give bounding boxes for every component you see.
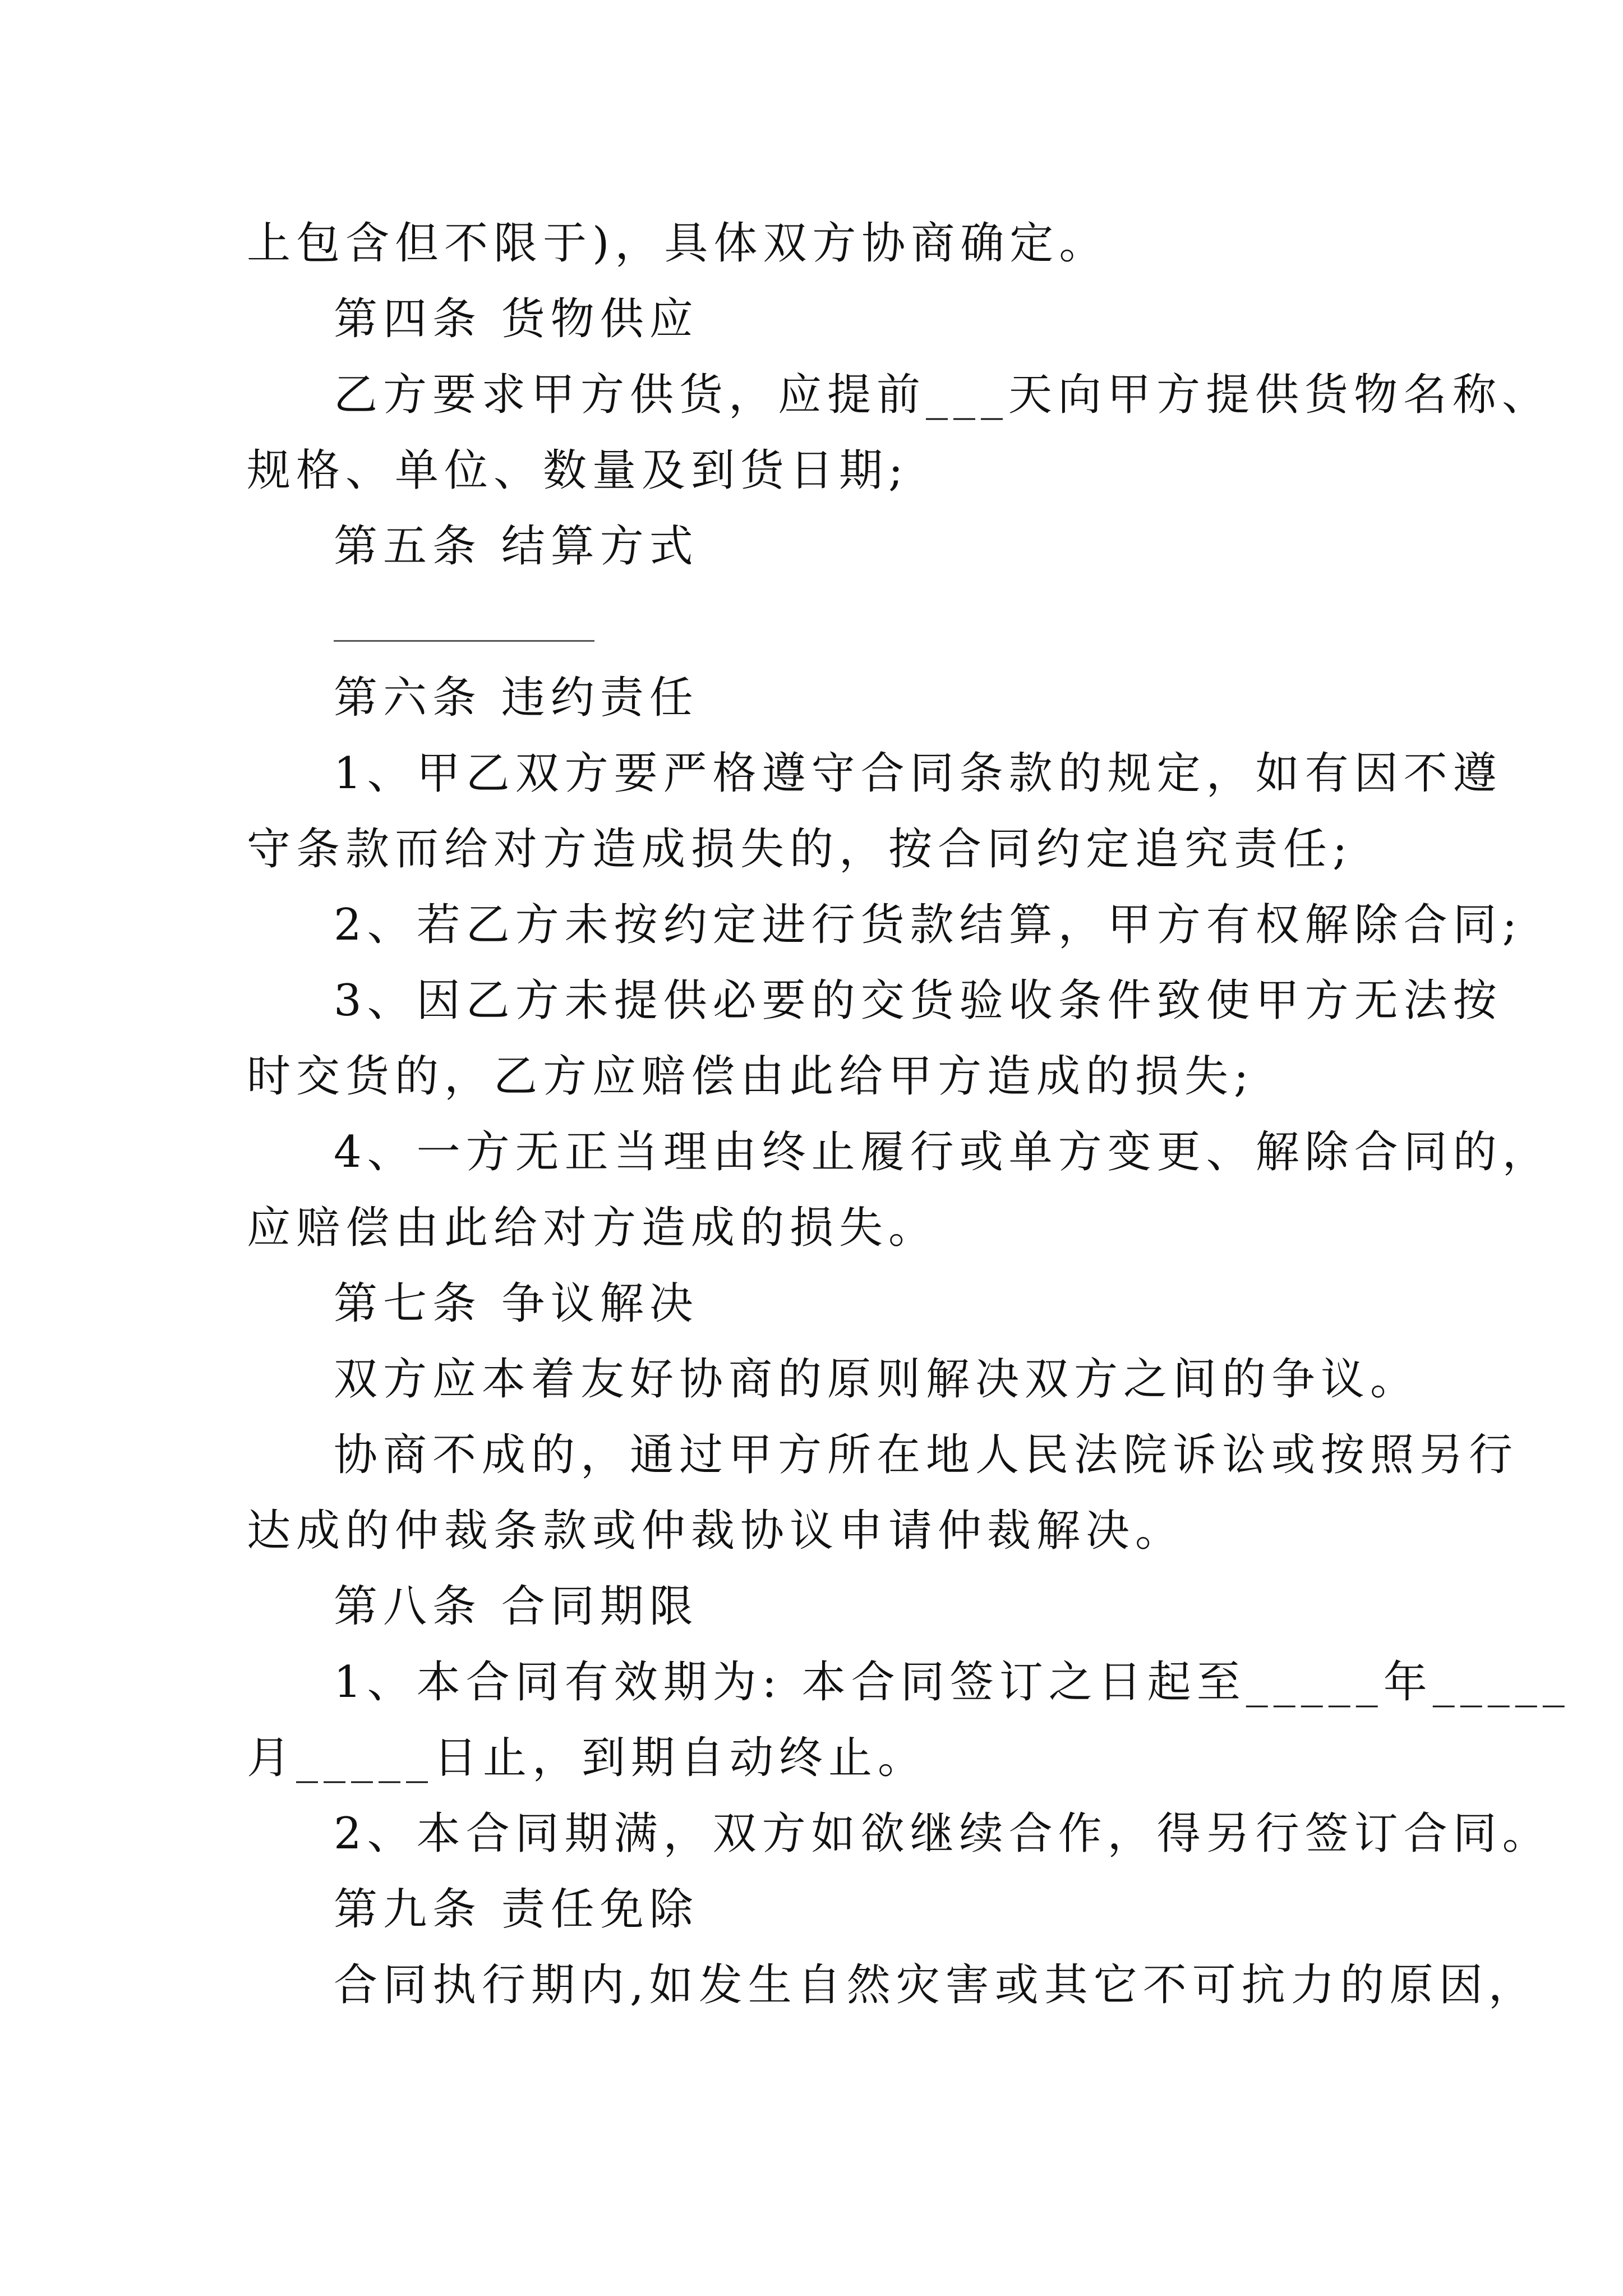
article-5-heading: 第五条 结算方式 (334, 521, 699, 572)
article-8-heading: 第八条 合同期限 (334, 1581, 699, 1632)
paragraph-line: 1、本合同有效期为: 本合同签订之日起至_____年_____ (334, 1657, 1570, 1708)
paragraph-line: 规格、单位、数量及到货日期; (247, 445, 909, 496)
article-6-heading: 第六条 违约责任 (334, 673, 699, 723)
paragraph-line: 合同执行期内,如发生自然灾害或其它不可抗力的原因， (334, 1960, 1538, 2010)
paragraph-line: 4、一方无正当理由终止履行或单方变更、解除合同的， (334, 1127, 1552, 1177)
paragraph-line: 1、甲乙双方要严格遵守合同条款的规定，如有因不遵 (334, 748, 1502, 799)
paragraph-line: 守条款而给对方造成损失的，按合同约定追究责任; (247, 824, 1353, 875)
article-4-heading: 第四条 货物供应 (334, 294, 699, 344)
paragraph-line: 双方应本着友好协商的原则解决双方之间的争议。 (334, 1354, 1420, 1405)
paragraph-line: 时交货的，乙方应赔偿由此给甲方造成的损失; (247, 1051, 1255, 1102)
paragraph-line: 月_____日止，到期自动终止。 (247, 1733, 928, 1783)
paragraph-line: 应赔偿由此给对方造成的损失。 (247, 1203, 938, 1253)
blank-fill-line (334, 640, 594, 642)
paragraph-line: 2、本合同期满，双方如欲继续合作，得另行签订合同。 (334, 1809, 1552, 1859)
paragraph-line: 达成的仲裁条款或仲裁协议申请仲裁解决。 (247, 1506, 1185, 1556)
paragraph-line: 2、若乙方未按约定进行货款结算，甲方有权解除合同; (334, 900, 1523, 950)
paragraph-line: 上包含但不限于)，具体双方协商确定。 (247, 218, 1109, 269)
article-7-heading: 第七条 争议解决 (334, 1278, 699, 1329)
paragraph-line: 协商不成的，通过甲方所在地人民法院诉讼或按照另行 (334, 1430, 1519, 1480)
paragraph-line: 3、因乙方未提供必要的交货验收条件致使甲方无法按 (334, 976, 1502, 1026)
paragraph-line: 乙方要求甲方供货，应提前___天向甲方提供货物名称、 (334, 370, 1552, 420)
article-9-heading: 第九条 责任免除 (334, 1884, 699, 1935)
